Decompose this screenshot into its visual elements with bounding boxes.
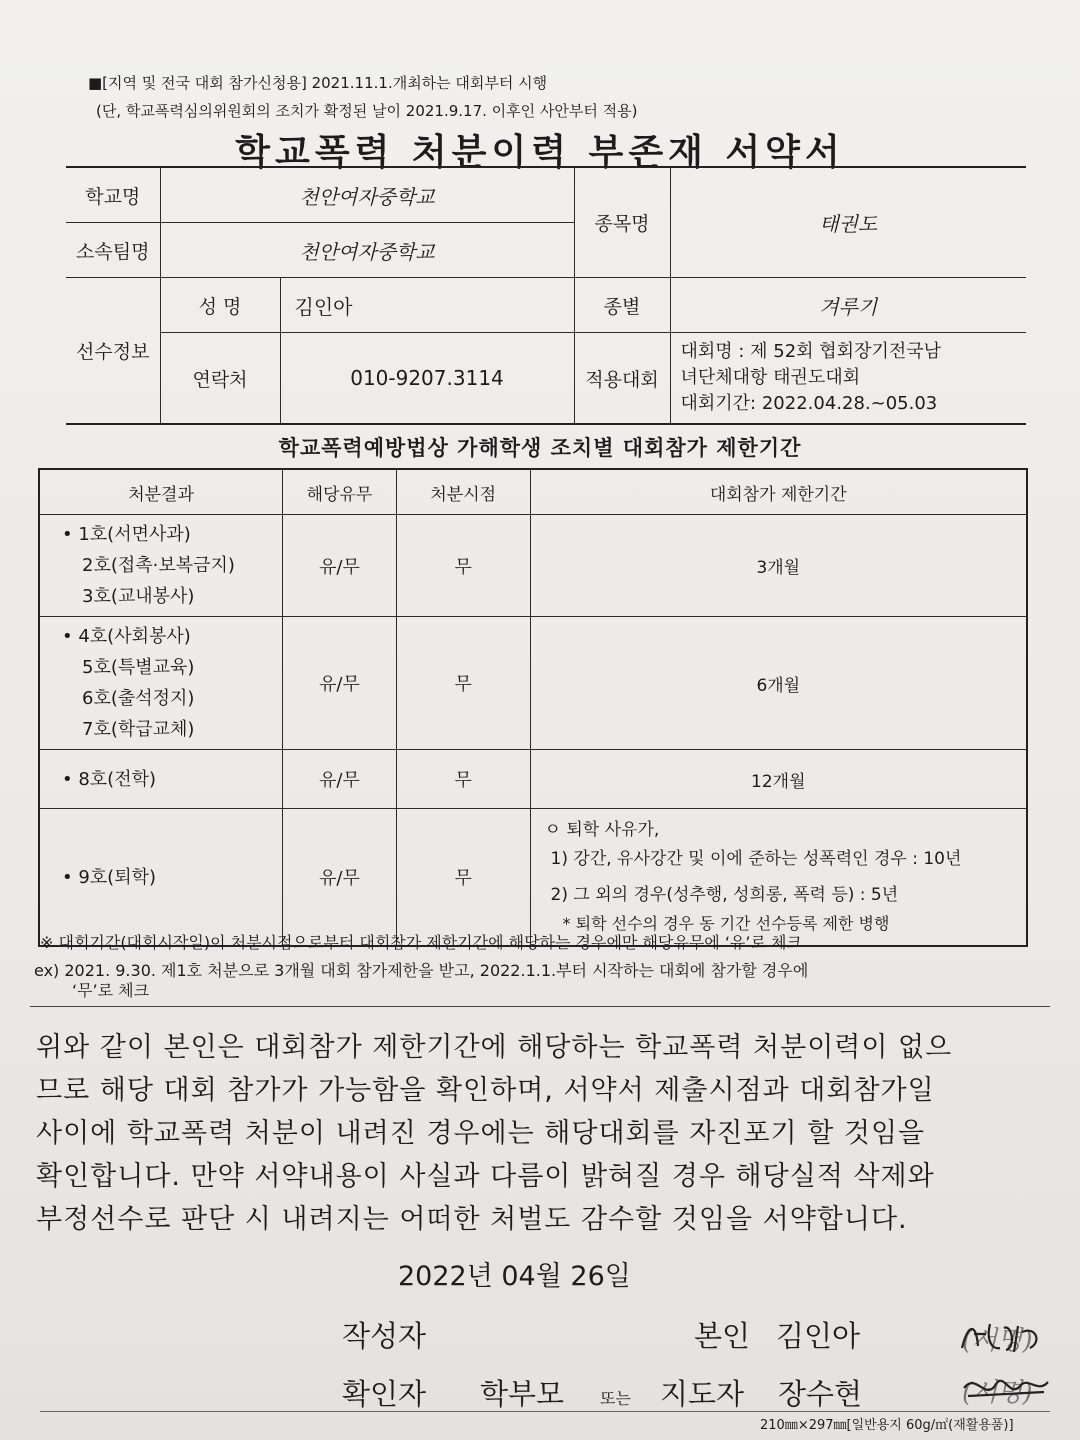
competition-name-line2: 녀단체대항 태권도대회 [680,367,861,388]
limit-cell: 12개월 [530,750,1027,809]
header-applicable: 해당유무 [283,469,397,515]
timing-cell: 무 [396,515,530,617]
writer-signature [956,1318,1056,1362]
result-item: 6호(출석정지) [82,688,195,709]
confirmer-signature [956,1368,1056,1412]
confirmer-name: 장수현 [778,1377,863,1411]
name-label: 성 명 [160,278,280,333]
pledge-line: 므로 해당 대회 참가가 가능함을 확인하며, 서약서 제출시점과 대회참가일 [36,1075,935,1106]
writer-sign-label: (서명) [962,1326,1033,1356]
footnote-line-2: ex) 2021. 9.30. 제1호 처분으로 3개월 대회 참가제한을 받고, 2022.1.1.부터 시작하는 대회에 참가할 경우에 [34,961,809,980]
competition-period: 대회기간: 2022.04.28.~05.03 [680,393,938,414]
paper-spec: 210㎜×297㎜[일반용지 60g/㎡(재활용품)] [760,1418,1014,1433]
sport-label: 종목명 [574,167,670,278]
divider [30,1006,1050,1007]
header-timing: 처분시점 [396,469,530,515]
expulsion-limit-cell [530,809,1027,947]
applicable-cell: 유/무 [283,809,397,947]
competition-value [670,333,1026,425]
sport-value: 태권도 [670,167,1026,278]
expulsion-line: 1) 강간, 유사강간 및 이에 준하는 성폭력인 경우 : 10년 [550,849,962,869]
confirmer-or: 또는 [600,1389,631,1408]
table-row [39,617,1027,750]
writer-label: 작성자 [342,1319,427,1353]
pledge-line: 부정선수로 판단 시 내려지는 어떠한 처벌도 감수할 것임을 서약합니다. [36,1204,908,1235]
result-item: • 1호(서면사과) [62,524,191,545]
pledge-line: 위와 같이 본인은 대회참가 제한기간에 해당하는 학교폭력 처분이력이 없으 [36,1032,953,1063]
timing-cell: 무 [396,809,530,947]
applicable-cell: 유/무 [283,750,397,809]
athlete-info-label: 선수정보 [66,278,160,425]
confirmer-role2: 지도자 [660,1377,745,1411]
confirmer-label: 확인자 [342,1377,427,1411]
contact-label: 연락처 [160,333,280,425]
header-limit: 대회참가 제한기간 [530,469,1027,515]
result-item: 7호(학급교체) [82,719,195,740]
applicable-cell: 유/무 [283,617,397,750]
notice-line-2: (단, 학교폭력심의위원회의 조치가 확정된 날이 2021.9.17. 이후인 사안부터 적용) [96,102,638,120]
info-table [66,166,1026,425]
pledge-line: 확인합니다. 만약 서약내용이 사실과 다름이 밝혀질 경우 해당실적 삭제와 [36,1161,935,1192]
competition-name-line1: 대회명 : 제 52회 협회장기전국남 [680,341,942,362]
header-result: 처분결과 [39,469,283,515]
footnote-line-3: ‘무’로 체크 [72,981,150,1000]
table-row [39,750,1027,809]
limit-cell: 6개월 [530,617,1027,750]
event-label: 종별 [574,278,670,333]
pledge-text [36,1026,1046,1241]
school-label: 학교명 [66,167,160,223]
team-label: 소속팀명 [66,223,160,278]
limit-cell: 3개월 [530,515,1027,617]
result-item: • 8호(전학) [62,768,156,790]
table-row [39,809,1027,947]
result-item: 2호(접촉·보복금지) [82,555,235,576]
restriction-subtitle: 학교폭력예방법상 가해학생 조치별 대회참가 제한기간 [278,436,802,460]
expulsion-line: ㅇ 퇴학 사유가, [544,820,660,840]
contact-value: 010-9207.3114 [280,333,574,425]
school-value: 천안여자중학교 [160,167,574,223]
result-item: 3호(교내봉사) [82,586,195,607]
team-value: 천안여자중학교 [160,223,574,278]
timing-cell: 무 [396,750,530,809]
result-item: • 9호(퇴학) [62,866,156,888]
timing-cell: 무 [396,617,530,750]
applicable-cell: 유/무 [283,515,397,617]
event-value: 겨루기 [670,278,1026,333]
expulsion-line: * 퇴학 선수의 경우 동 기간 선수등록 제한 병행 [562,914,890,933]
competition-label: 적용대회 [574,333,670,425]
signing-date: 2022년 04월 26일 [398,1261,631,1292]
notice-line-1: ■[지역 및 전국 대회 참가신청용] 2021.11.1.개최하는 대회부터 시행 [88,74,548,92]
name-value: 김인아 [280,278,574,333]
table-row [39,515,1027,617]
document-title: 학교폭력 처분이력 부존재 서약서 [235,132,845,173]
expulsion-line: 2) 그 외의 경우(성추행, 성희롱, 폭력 등) : 5년 [550,885,899,905]
writer-role: 본인 [694,1319,751,1353]
result-item: • 4호(사회봉사) [62,626,191,647]
footnote-line-1: ※ 대회기간(대회시작일)이 처분시점으로부터 대회참가 제한기간에 해당하는 경우에만 해당유무에 ‘유’로 체크 [40,933,802,952]
writer-name: 김인아 [776,1319,861,1353]
result-item: 5호(특별교육) [82,657,195,678]
confirmer-role: 학부모 [480,1377,565,1411]
bottom-rule [40,1411,1050,1412]
confirmer-sign-label: (서명) [962,1378,1033,1408]
pledge-line: 사이에 학교폭력 처분이 내려진 경우에는 해당대회를 자진포기 할 것임을 [36,1118,926,1149]
restriction-table [38,468,1028,947]
